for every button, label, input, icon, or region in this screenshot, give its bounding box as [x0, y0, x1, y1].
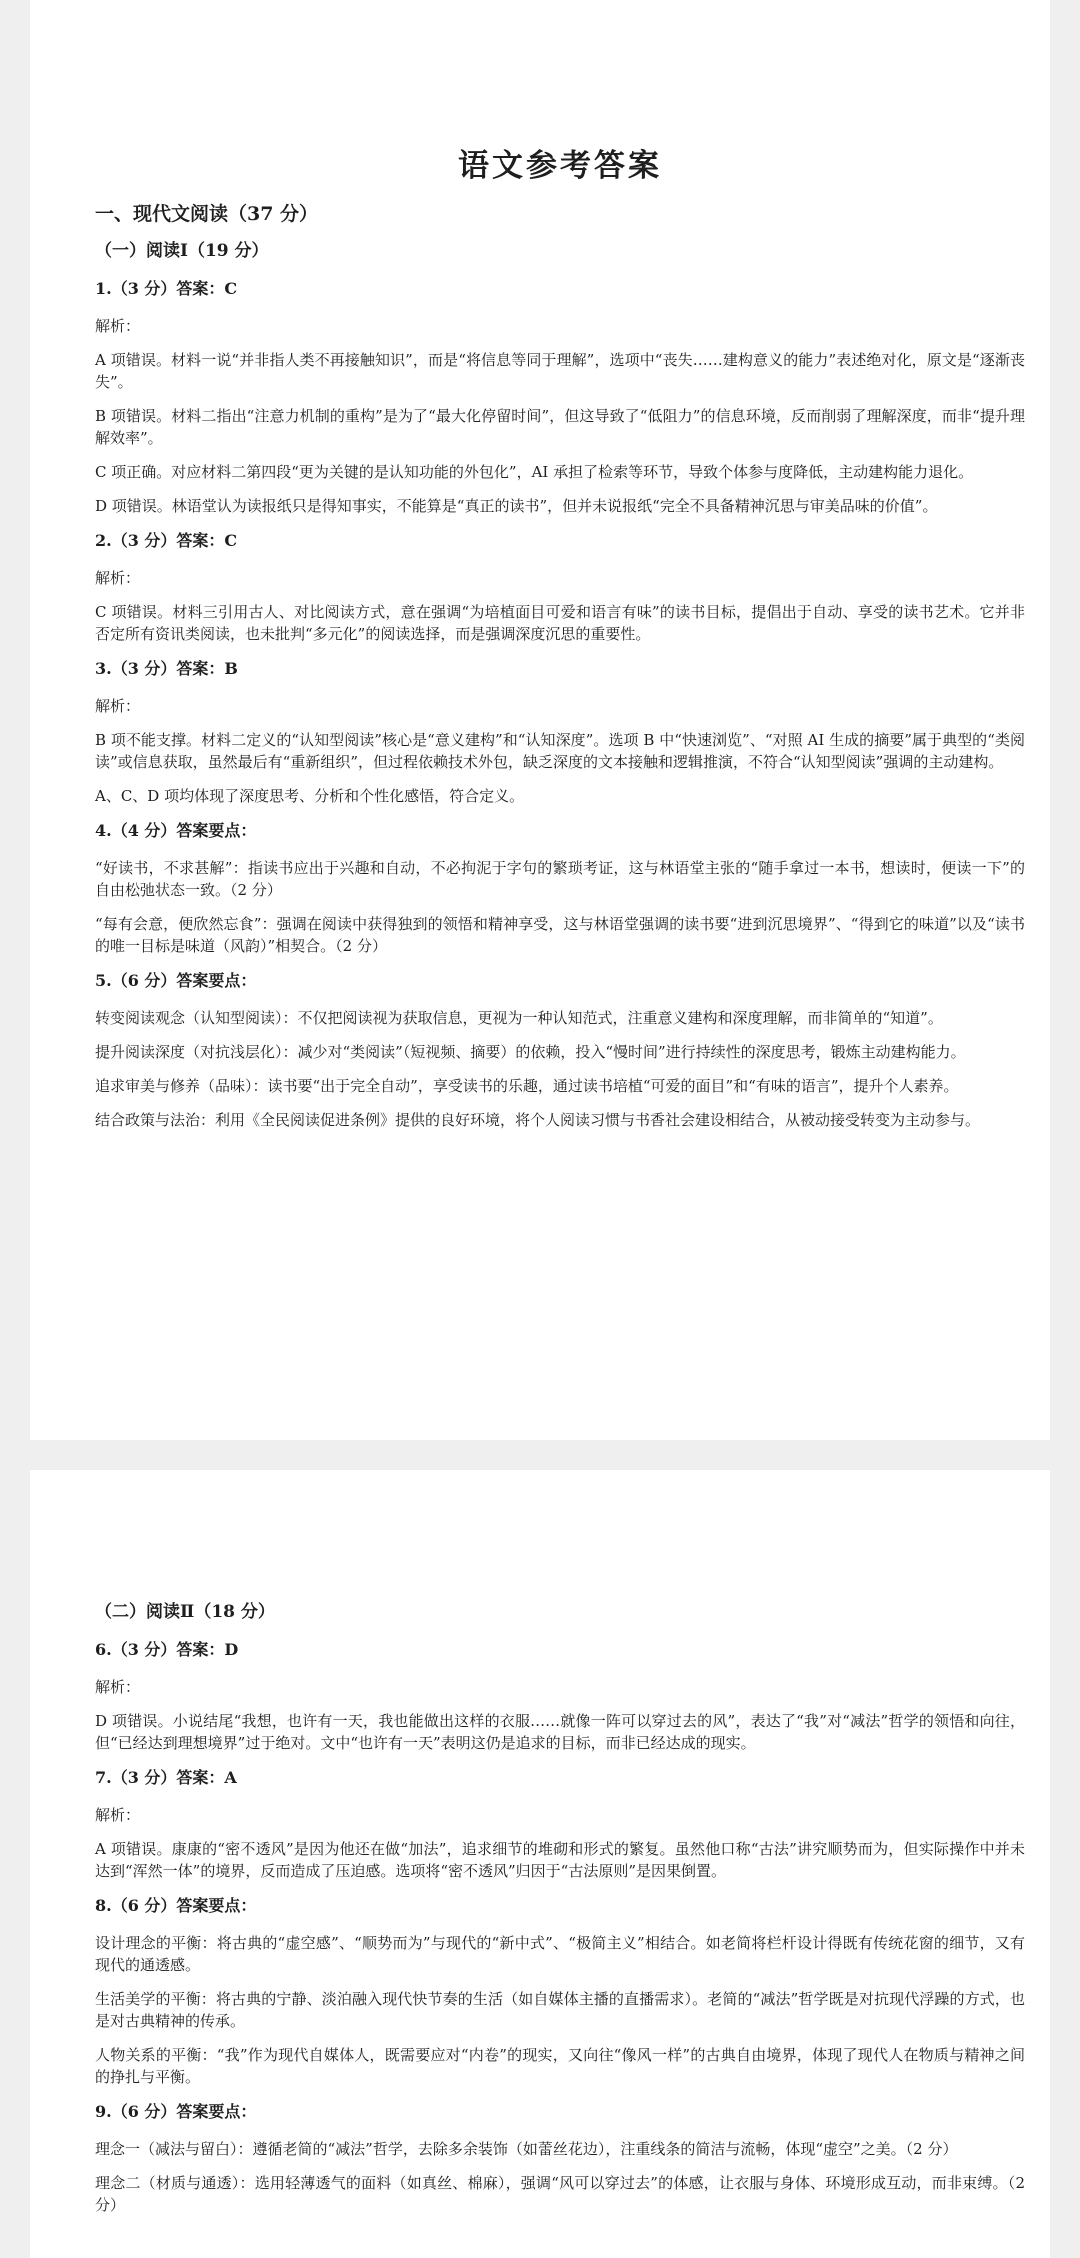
question-1-answer: 1.（3 分）答案：C	[95, 279, 238, 298]
question-8-paragraph: 设计理念的平衡：将古典的“虚空感”、“顺势而为”与现代的“新中式”、“极简主义”相结合。如老简将栏杆设计得既有传统花窗的细节，又有现代的通透感。	[95, 1934, 1025, 1974]
question-6-analysis-label: 解析：	[95, 1678, 141, 1696]
question-1-paragraph: D 项错误。林语堂认为读报纸只是得知事实，不能算是“真正的读书”，但并未说报纸“完全不具备精神沉思与审美品味的价值”。	[95, 497, 938, 515]
answer-page-2	[30, 1470, 1050, 2258]
question-1-paragraph: B 项错误。材料二指出“注意力机制的重构”是为了“最大化停留时间”，但这导致了“低阻力”的信息环境，反而削弱了理解深度，而非“提升理解效率”。	[95, 407, 1025, 447]
question-4-paragraph: “每有会意，便欣然忘食”：强调在阅读中获得独到的领悟和精神享受，这与林语堂强调的读书要“进到沉思境界”、“得到它的味道”以及“读书的唯一目标是味道（风韵）”相契合。（2 分）	[95, 915, 1025, 955]
question-4-paragraph: “好读书，不求甚解”：指读书应出于兴趣和自动，不必拘泥于字句的繁琐考证，这与林语堂主张的“随手拿过一本书，想读时，便读一下”的自由松弛状态一致。（2 分）	[95, 859, 1025, 899]
question-1-analysis-label: 解析：	[95, 317, 141, 335]
question-5-paragraph: 追求审美与修养（品味）：读书要“出于完全自动”，享受读书的乐趣，通过读书培植“可爱的面目”和“有味的语言”，提升个人素养。	[95, 1077, 959, 1095]
question-7-answer: 7.（3 分）答案：A	[95, 1768, 237, 1787]
page-2-content	[95, 1600, 1025, 2228]
question-5-paragraph: 提升阅读深度（对抗浅层化）：减少对“类阅读”（短视频、摘要）的依赖，投入“慢时间”进行持续性的深度思考，锻炼主动建构能力。	[95, 1043, 966, 1061]
question-9-answer: 9.（6 分）答案要点：	[95, 2102, 257, 2121]
question-5-answer: 5.（6 分）答案要点：	[95, 971, 257, 990]
question-9-paragraph: 理念一（减法与留白）：遵循老简的“减法”哲学，去除多余装饰（如蕾丝花边），注重线条的简洁与流畅，体现“虚空”之美。（2 分）	[95, 2140, 958, 2158]
question-3-paragraph: A、C、D 项均体现了深度思考、分析和个性化感悟，符合定义。	[95, 787, 525, 805]
question-3-analysis-label: 解析：	[95, 697, 141, 715]
reading-2-heading: （二）阅读Ⅱ（18 分）	[95, 1602, 275, 1622]
question-2-paragraph: C 项错误。材料三引用古人、对比阅读方式，意在强调“为培植面目可爱和语言有味”的读书目标，提倡出于自动、享受的读书艺术。它并非否定所有资讯类阅读，也未批判“多元化”的阅读选择，而是强调深度沉思的重要性。	[95, 603, 1025, 643]
question-6-answer: 6.（3 分）答案：D	[95, 1640, 239, 1659]
question-5-paragraph: 结合政策与法治：利用《全民阅读促进条例》提供的良好环境，将个人阅读习惯与书香社会建设相结合，从被动接受转变为主动参与。	[95, 1111, 981, 1129]
question-8-paragraph: 人物关系的平衡：“我”作为现代自媒体人，既需要应对“内卷”的现实，又向往“像风一样”的古典自由境界，体现了现代人在物质与精神之间的挣扎与平衡。	[95, 2046, 1025, 2086]
reading-1-heading: （一）阅读Ⅰ（19 分）	[95, 241, 269, 261]
question-8-paragraph: 生活美学的平衡：将古典的宁静、淡泊融入现代快节奏的生活（如自媒体主播的直播需求）。老简的“减法”哲学既是对抗现代浮躁的方式，也是对古典精神的传承。	[95, 1990, 1025, 2030]
question-4-answer: 4.（4 分）答案要点：	[95, 821, 257, 840]
question-2-answer: 2.（3 分）答案：C	[95, 531, 238, 550]
question-5-paragraph: 转变阅读观念（认知型阅读）：不仅把阅读视为获取信息，更视为一种认知范式，注重意义建构和深度理解，而非简单的“知道”。	[95, 1009, 943, 1027]
document-title: 语文参考答案	[458, 148, 662, 184]
page-1-content	[95, 140, 1025, 1143]
answer-page-1	[30, 0, 1050, 1440]
question-3-paragraph: B 项不能支撑。材料二定义的“认知型阅读”核心是“意义建构”和“认知深度”。选项 B 中“快速浏览”、“对照 AI 生成的摘要”属于典型的“类阅读”或信息获取，虽然最后有“重新组织”，但过程依赖技术外包，缺乏深度的文本接触和逻辑推演，不符合“认知型阅读”强调的主动建构。	[95, 731, 1025, 771]
question-7-analysis-label: 解析：	[95, 1806, 141, 1824]
section-heading-modern-reading: 一、现代文阅读（37 分）	[95, 203, 319, 225]
question-9-paragraph: 理念二（材质与通透）：选用轻薄透气的面料（如真丝、棉麻），强调“风可以穿过去”的体感，让衣服与身体、环境形成互动，而非束缚。（2 分）	[95, 2174, 1025, 2214]
question-3-answer: 3.（3 分）答案：B	[95, 659, 238, 678]
question-7-paragraph: A 项错误。康康的“密不透风”是因为他还在做“加法”，追求细节的堆砌和形式的繁复。虽然他口称“古法”讲究顺势而为，但实际操作中并未达到“浑然一体”的境界，反而造成了压迫感。选项将“密不透风”归因于“古法原则”是因果倒置。	[95, 1840, 1025, 1880]
question-6-paragraph: D 项错误。小说结尾“我想，也许有一天，我也能做出这样的衣服……就像一阵可以穿过去的风”，表达了“我”对“减法”哲学的领悟和向往，但“已经达到理想境界”过于绝对。文中“也许有一天”表明这仍是追求的目标，而非已经达成的现实。	[95, 1712, 1025, 1752]
question-2-analysis-label: 解析：	[95, 569, 141, 587]
question-1-paragraph: A 项错误。材料一说“并非指人类不再接触知识”，而是“将信息等同于理解”，选项中“丧失……建构意义的能力”表述绝对化，原文是“逐渐丧失”。	[95, 351, 1025, 391]
question-1-paragraph: C 项正确。对应材料二第四段“更为关键的是认知功能的外包化”，AI 承担了检索等环节，导致个体参与度降低，主动建构能力退化。	[95, 463, 974, 481]
question-8-answer: 8.（6 分）答案要点：	[95, 1896, 257, 1915]
